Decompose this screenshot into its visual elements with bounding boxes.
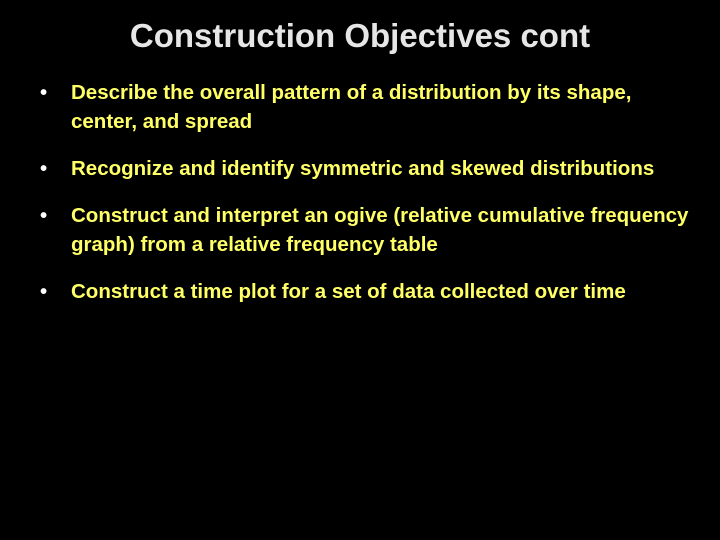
bullet-dot-icon: •	[40, 204, 48, 227]
bullet-text: Construct and interpret an ogive (relative cumulative frequency graph) from a relative frequency table	[71, 204, 689, 256]
bullet-text: Construct a time plot for a set of data collected over time	[71, 280, 626, 303]
bullet-list	[40, 78, 690, 324]
bullet-dot-icon: •	[40, 280, 48, 303]
bullet-item	[40, 201, 690, 259]
slide-title: Construction Objectives cont	[129, 17, 591, 54]
bullet-dot-icon: •	[40, 81, 48, 104]
bullet-text: Recognize and identify symmetric and skewed distributions	[71, 157, 655, 180]
bullet-item	[40, 78, 690, 136]
bullet-text: Describe the overall pattern of a distribution by its shape, center, and spread	[71, 81, 632, 133]
bullet-item	[40, 154, 690, 183]
bullet-dot-icon: •	[40, 157, 48, 180]
bullet-item	[40, 277, 690, 306]
